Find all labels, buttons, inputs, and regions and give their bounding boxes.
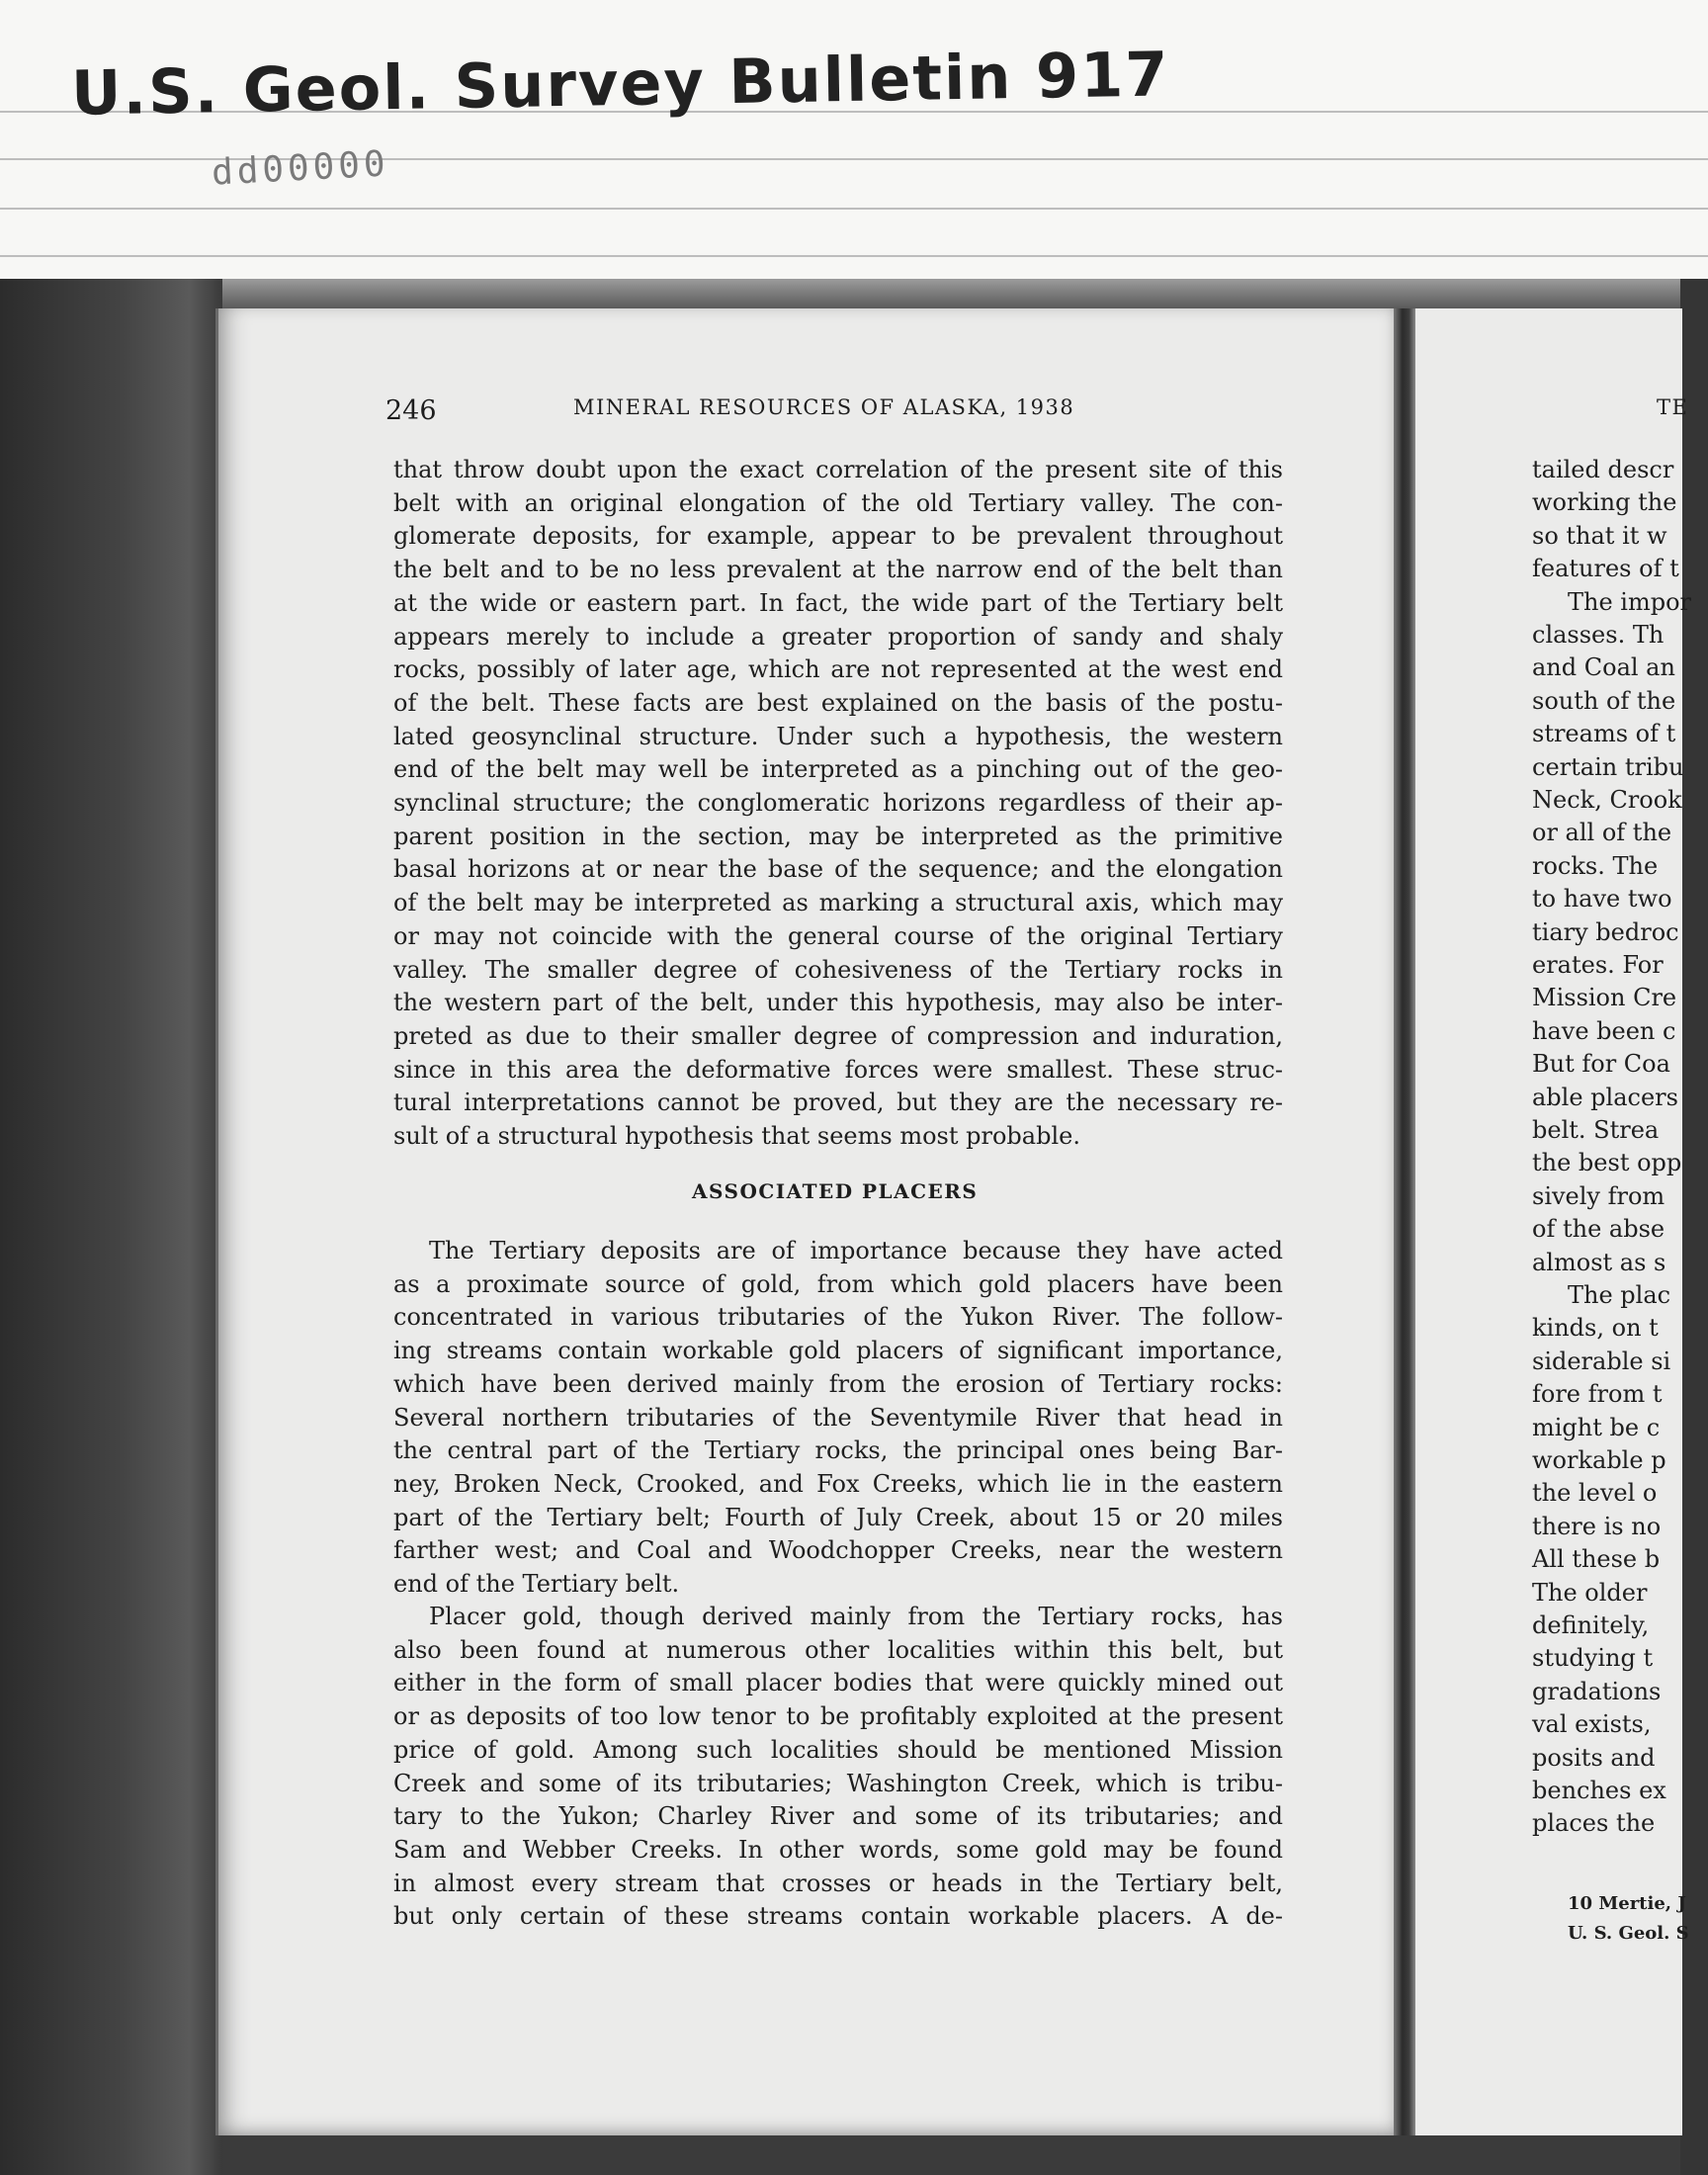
right-text-line: The impor: [1568, 587, 1692, 616]
page-number: 246: [385, 395, 437, 426]
right-text-line: have been c: [1532, 1016, 1676, 1045]
text-line: farther west; and Coal and Woodchopper Creeks, near the western: [393, 1536, 1283, 1565]
text-line: end of the belt may well be interpreted as a pinching out of the geo-: [393, 755, 1283, 784]
text-line: tary to the Yukon; Charley River and some of its tributaries; and: [393, 1802, 1283, 1831]
right-text-line: val exists,: [1532, 1710, 1652, 1739]
right-text-line: sively from: [1532, 1181, 1665, 1210]
text-line: that throw doubt upon the exact correlation of the present site of this: [393, 456, 1283, 483]
section-heading: ASSOCIATED PLACERS: [692, 1179, 979, 1203]
text-line: the belt and to be no less prevalent at the narrow end of the belt than: [393, 556, 1283, 584]
text-line: in almost every stream that crosses or heads in the Tertiary belt,: [393, 1869, 1283, 1897]
text-line: or as deposits of too low tenor to be profitably exploited at the present: [393, 1702, 1283, 1731]
right-text-line: or all of the: [1532, 819, 1672, 847]
right-text-line: siderable si: [1532, 1347, 1671, 1375]
right-text-line: classes. Th: [1532, 621, 1665, 649]
paper-rule: [0, 255, 1708, 257]
right-text-line: features of t: [1532, 555, 1679, 583]
right-text-line: The plac: [1568, 1281, 1671, 1309]
right-text-line: But for Coa: [1532, 1050, 1670, 1079]
right-text-line: to have two: [1532, 885, 1672, 914]
right-text-line: certain tribu: [1532, 752, 1684, 781]
text-line: part of the Tertiary belt; Fourth of July Creek, about 15 or 20 miles: [393, 1503, 1283, 1531]
text-line: since in this area the deformative forces were smallest. These struc-: [393, 1055, 1283, 1084]
stamped-number: dd00000: [211, 143, 390, 194]
right-text-line: definitely,: [1532, 1611, 1650, 1639]
right-text-line: and Coal an: [1532, 653, 1675, 682]
right-text-line: so that it w: [1532, 521, 1667, 550]
text-line: tural interpretations cannot be proved, but they are the necessary re-: [393, 1088, 1283, 1117]
right-text-line: streams of t: [1532, 720, 1676, 748]
text-line: as a proximate source of gold, from which gold placers have been: [393, 1269, 1283, 1298]
text-line: belt with an original elongation of the old Tertiary valley. The con-: [393, 488, 1283, 517]
right-text-line: rocks. The: [1532, 851, 1659, 880]
right-text-line: able placers: [1532, 1083, 1678, 1111]
handwritten-note: U.S. Geol. Survey Bulletin 917: [70, 38, 1170, 130]
right-text-line: Mission Cre: [1532, 984, 1677, 1012]
text-line: lated geosynclinal structure. Under such a hypothesis, the western: [393, 722, 1283, 750]
text-line: also been found at numerous other localities within this belt, but: [393, 1635, 1283, 1664]
right-footnote: U. S. Geol. S: [1568, 1923, 1689, 1944]
right-text-line: there is no: [1532, 1512, 1662, 1540]
text-line: ney, Broken Neck, Crooked, and Fox Creeks, which lie in the eastern: [393, 1469, 1283, 1498]
right-text-line: working the: [1532, 488, 1677, 517]
text-line: Sam and Webber Creeks. In other words, some gold may be found: [393, 1835, 1283, 1864]
right-text-line: almost as s: [1532, 1248, 1666, 1276]
text-line: either in the form of small placer bodies that were quickly mined out: [393, 1669, 1283, 1697]
text-line: or may not coincide with the general course of the original Tertiary: [393, 921, 1283, 950]
text-line: The Tertiary deposits are of importance because they have acted: [429, 1237, 1283, 1264]
right-footnote: 10 Mertie, J: [1568, 1893, 1686, 1914]
right-text-line: Neck, Crook: [1532, 786, 1682, 814]
right-text-line: belt. Strea: [1532, 1116, 1660, 1144]
running-title: MINERAL RESOURCES OF ALASKA, 1938: [573, 395, 1075, 419]
text-line: rocks, possibly of later age, which are not represented at the west end: [393, 655, 1283, 684]
right-running-head: TE: [1657, 395, 1689, 419]
right-text-line: might be c: [1532, 1413, 1661, 1441]
text-line: but only certain of these streams contain workable placers. A de-: [393, 1902, 1283, 1931]
text-line: synclinal structure; the conglomeratic horizons regardless of their ap-: [393, 789, 1283, 817]
text-line: end of the Tertiary belt.: [393, 1570, 680, 1598]
right-text-line: The older: [1532, 1578, 1648, 1607]
text-line: Creek and some of its tributaries; Washington Creek, which is tribu-: [393, 1769, 1283, 1797]
right-text-line: All these b: [1532, 1545, 1661, 1574]
text-line: ing streams contain workable gold placers of significant importance,: [393, 1337, 1283, 1365]
right-text-line: south of the: [1532, 686, 1676, 715]
text-line: which have been derived mainly from the erosion of Tertiary rocks:: [393, 1369, 1283, 1398]
text-line: at the wide or eastern part. In fact, the wide part of the Tertiary belt: [393, 588, 1283, 617]
right-text-line: workable p: [1532, 1446, 1666, 1474]
paper-rule: [0, 208, 1708, 210]
text-line: preted as due to their smaller degree of compression and induration,: [393, 1021, 1283, 1050]
right-text-line: studying t: [1532, 1644, 1654, 1673]
right-text-line: gradations: [1532, 1677, 1662, 1705]
text-line: of the belt. These facts are best explained on the basis of the postu-: [393, 688, 1283, 717]
right-text-line: of the abse: [1532, 1215, 1665, 1244]
text-line: valley. The smaller degree of cohesiveness of the Tertiary rocks in: [393, 955, 1283, 984]
right-text-line: places the: [1532, 1809, 1656, 1838]
text-line: sult of a structural hypothesis that seems most probable.: [393, 1122, 1080, 1150]
right-text-line: fore from t: [1532, 1380, 1663, 1409]
text-line: the western part of the belt, under this hypothesis, may also be inter-: [393, 989, 1283, 1017]
book-cover-edge: [0, 279, 222, 2175]
text-line: concentrated in various tributaries of the Yukon River. The follow-: [393, 1303, 1283, 1332]
scan-right-edge: [1680, 279, 1708, 2175]
text-line: Several northern tributaries of the Seventymile River that head in: [393, 1403, 1283, 1432]
text-line: Placer gold, though derived mainly from the Tertiary rocks, has: [429, 1603, 1283, 1630]
text-line: the central part of the Tertiary rocks, the principal ones being Bar-: [393, 1436, 1283, 1465]
right-text-line: posits and: [1532, 1743, 1656, 1772]
right-text-line: the best opp: [1532, 1149, 1682, 1177]
text-line: basal horizons at or near the base of the sequence; and the elongation: [393, 855, 1283, 884]
right-text-line: benches ex: [1532, 1777, 1666, 1804]
right-text-line: kinds, on t: [1532, 1314, 1659, 1343]
header-paper: [0, 0, 1708, 297]
text-line: glomerate deposits, for example, appear to be prevalent throughout: [393, 522, 1283, 551]
book-gutter: [1394, 308, 1415, 2135]
right-text-line: tailed descr: [1532, 456, 1674, 483]
text-line: parent position in the section, may be interpreted as the primitive: [393, 822, 1283, 850]
right-text-line: tiary bedroc: [1532, 917, 1679, 946]
right-text-line: the level o: [1532, 1479, 1658, 1508]
right-text-line: erates. For: [1532, 951, 1664, 979]
text-line: of the belt may be interpreted as marking a structural axis, which may: [393, 889, 1283, 917]
text-line: price of gold. Among such localities should be mentioned Mission: [393, 1735, 1283, 1764]
text-line: appears merely to include a greater proportion of sandy and shaly: [393, 622, 1283, 651]
